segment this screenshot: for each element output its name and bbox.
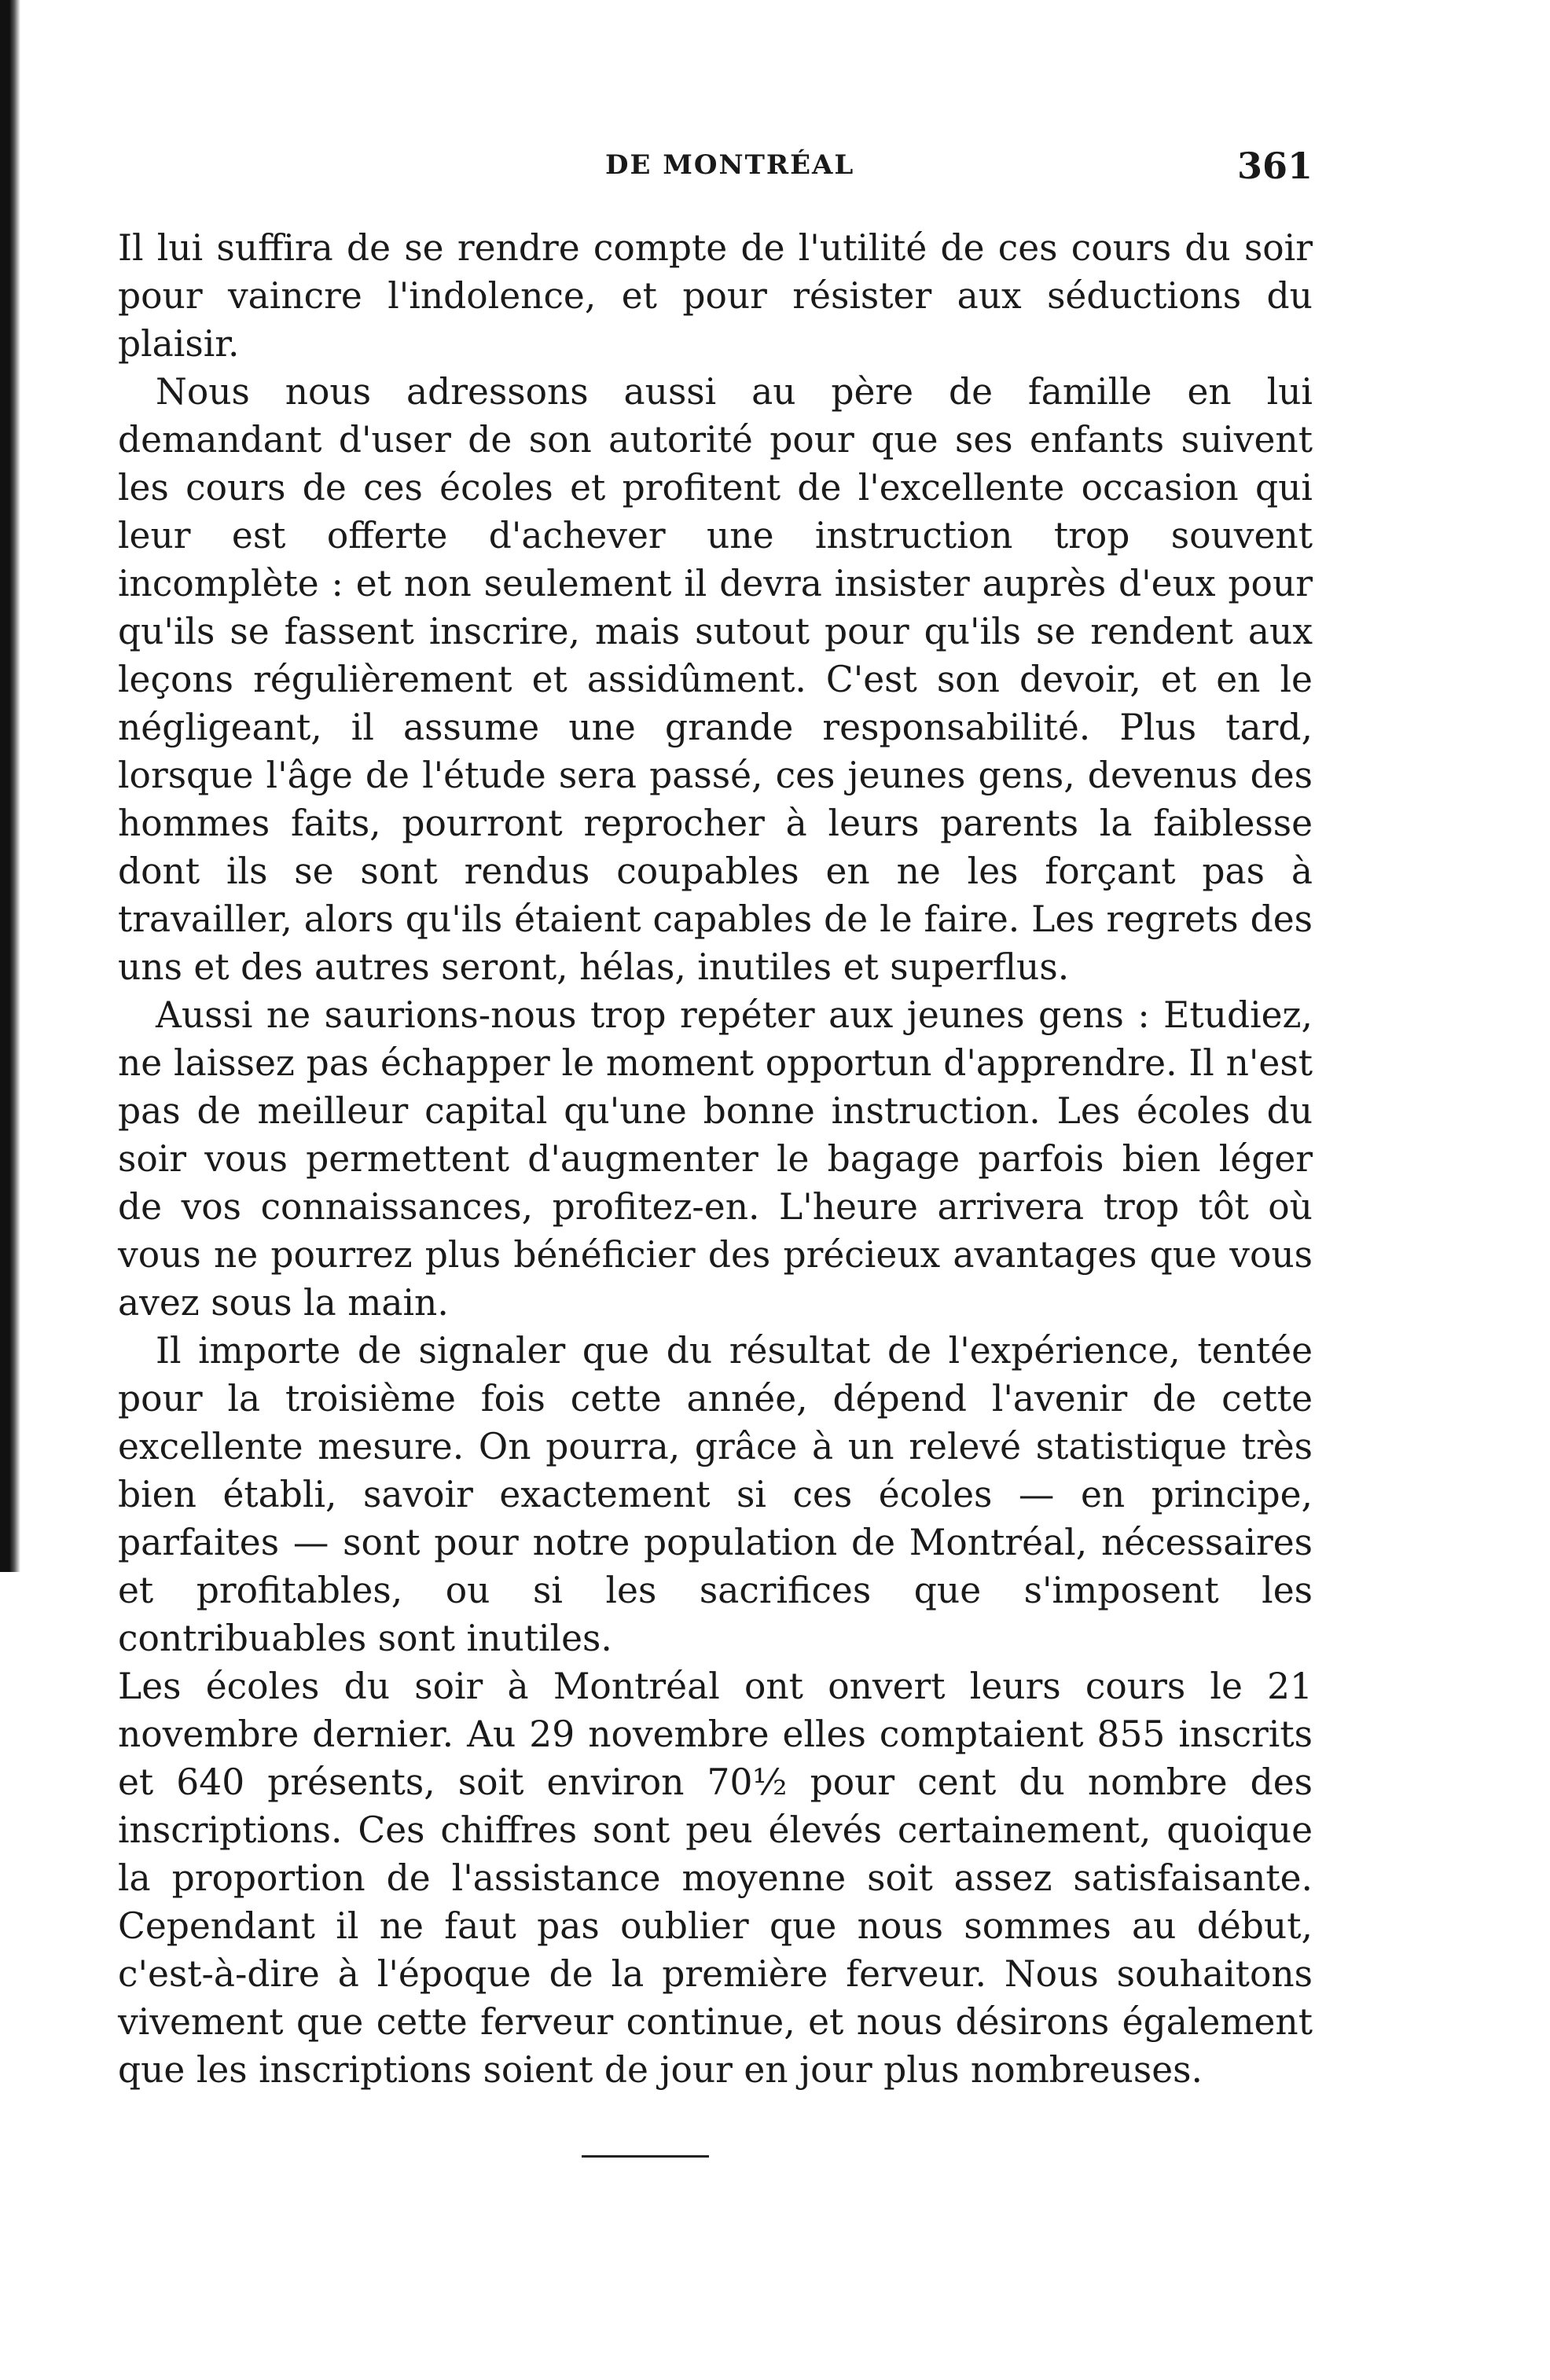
paragraph-2: Nous nous adressons aussi au père de famille en lui demandant d'user de son autorité pour que ses enfants suivent les cours de ces écoles et profitent de l'excellente occasion qui leur est offerte d'achever une instruction trop souvent incomplète : et non seulement il devra insister auprès d'eux pour qu'ils se fassent inscrire, mais sutout pour qu'ils se rendent aux leçons régulièrement et assidûment. C'est son devoir, et en le négligeant, il assume une grande responsabilité. Plus tard, lorsque l'âge de l'étude sera passé, ces jeunes gens, devenus des hommes faits, pourront reprocher à leurs parents la faiblesse dont ils se sont rendus coupables en ne les forçant pas à travailler, alors qu'ils étaient capables de le faire. Les regrets des uns et des autres seront, hélas, inutiles et superflus.	[118, 371, 1313, 988]
body-text	[118, 224, 1313, 2094]
paragraph-5: Les écoles du soir à Montréal ont onvert leurs cours le 21 novembre dernier. Au 29 novembre elles comptaient 855 inscrits et 640 présents, soit environ 70½ pour cent du nombre des inscriptions. Ces chiffres sont peu élevés certainement, quoique la proportion de l'assistance moyenne soit assez satisfaisante. Cependant il ne faut pas oublier que nous sommes au début, c'est-à-dire à l'époque de la première ferveur. Nous souhaitons vivement que cette ferveur continue, et nous désirons également que les inscriptions soient de jour en jour plus nombreuses.	[118, 1666, 1313, 2091]
paragraph-3: Aussi ne saurions-nous trop repéter aux jeunes gens : Etudiez, ne laissez pas échapper le moment opportun d'apprendre. Il n'est pas de meilleur capital qu'une bonne instruction. Les écoles du soir vous permettent d'augmenter le bagage parfois bien léger de vos connaissances, profitez-en. L'heure arrivera trop tôt où vous ne pourrez plus bénéficier des précieux avantages que vous avez sous la main.	[118, 994, 1313, 1324]
page-binding-edge	[0, 0, 20, 1572]
running-head	[118, 145, 1313, 196]
paragraph-1: Il lui suffira de se rendre compte de l'utilité de ces cours du soir pour vaincre l'indolence, et pour résister aux séductions du plaisir.	[118, 227, 1313, 365]
page-number: 361	[1236, 145, 1313, 187]
end-rule	[582, 2155, 709, 2158]
paragraph-4: Il importe de signaler que du résultat de l'expérience, tentée pour la troisième fois cette année, dépend l'avenir de cette excellente mesure. On pourra, grâce à un relevé statistique très bien établi, savoir exactement si ces écoles — en principe, parfaites — sont pour notre population de Montréal, nécessaires et profitables, ou si les sacrifices que s'imposent les contribuables sont inutiles.	[118, 1330, 1313, 1659]
running-head-title: DE MONTRÉAL	[605, 149, 855, 181]
